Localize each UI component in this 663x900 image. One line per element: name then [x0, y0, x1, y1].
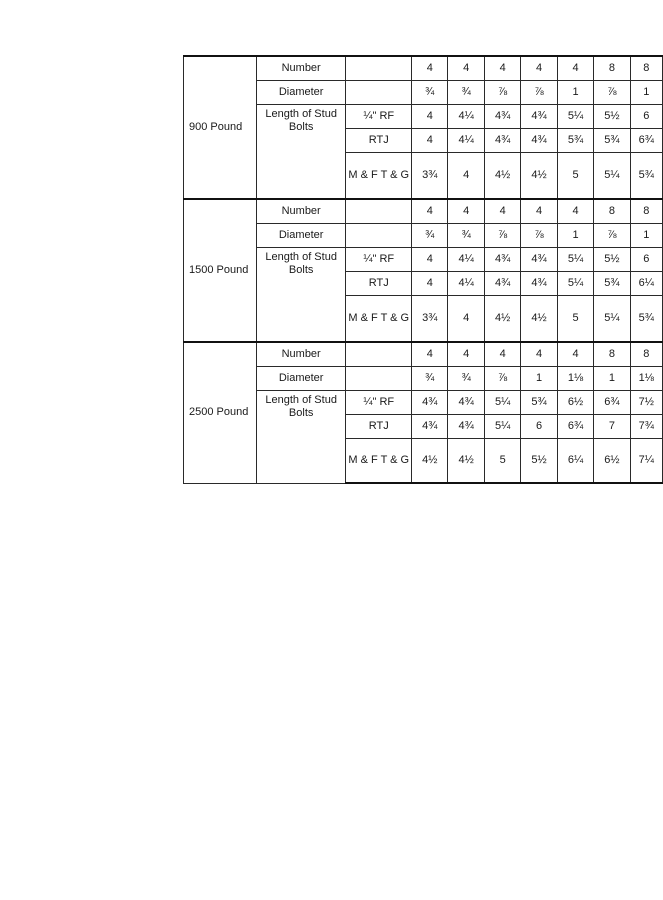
rtj-value-cell: 5¾	[557, 129, 593, 153]
diameter-value-cell: ⅞	[594, 81, 630, 105]
rf-value-cell: 6	[630, 248, 662, 272]
diameter-value-cell: ¾	[448, 367, 484, 391]
number-value-cell: 4	[484, 342, 520, 367]
facing-rf-label: ¼" RF	[346, 105, 412, 129]
diameter-value-cell: ⅞	[521, 224, 557, 248]
number-label: Number	[256, 56, 346, 81]
number-value-cell: 4	[484, 56, 520, 81]
facing-empty-cell	[346, 56, 412, 81]
diameter-value-cell: ⅞	[484, 367, 520, 391]
number-value-cell: 4	[484, 199, 520, 224]
mf-value-cell: 6¼	[557, 439, 593, 484]
mf-value-cell: 5	[484, 439, 520, 484]
facing-mf-tg-label: M & F T & G	[346, 296, 412, 343]
stud-bolt-table	[183, 55, 663, 484]
rtj-value-cell: 5¼	[484, 415, 520, 439]
rf-value-cell: 5½	[594, 248, 630, 272]
rtj-value-cell: 4¾	[521, 272, 557, 296]
rtj-value-cell: 4	[412, 272, 448, 296]
facing-empty-cell	[346, 342, 412, 367]
rtj-value-cell: 5¼	[557, 272, 593, 296]
rtj-value-cell: 4¾	[412, 415, 448, 439]
diameter-value-cell: 1	[557, 81, 593, 105]
pressure-class-group	[184, 342, 663, 483]
number-value-cell: 8	[630, 199, 662, 224]
number-value-cell: 4	[557, 56, 593, 81]
rf-value-cell: 7½	[630, 391, 662, 415]
diameter-value-cell: ⅞	[484, 81, 520, 105]
mf-value-cell: 7¼	[630, 439, 662, 484]
number-value-cell: 4	[448, 342, 484, 367]
diameter-label: Diameter	[256, 224, 346, 248]
rtj-value-cell: 4¾	[448, 415, 484, 439]
mf-value-cell: 4½	[412, 439, 448, 484]
diameter-value-cell: 1	[521, 367, 557, 391]
number-value-cell: 4	[448, 199, 484, 224]
diameter-value-cell: ⅞	[521, 81, 557, 105]
mf-value-cell: 4½	[521, 296, 557, 343]
number-label: Number	[256, 199, 346, 224]
rtj-value-cell: 7¾	[630, 415, 662, 439]
diameter-label: Diameter	[256, 81, 346, 105]
rf-value-cell: 5½	[594, 105, 630, 129]
number-value-cell: 4	[412, 199, 448, 224]
rf-value-cell: 4¾	[521, 248, 557, 272]
diameter-value-cell: 1	[630, 224, 662, 248]
rtj-value-cell: 4¾	[484, 272, 520, 296]
number-value-cell: 4	[521, 56, 557, 81]
pressure-class-group	[184, 56, 663, 199]
mf-value-cell: 5	[557, 296, 593, 343]
rf-value-cell: 4	[412, 105, 448, 129]
facing-rtj-label: RTJ	[346, 129, 412, 153]
number-value-cell: 4	[412, 342, 448, 367]
number-row	[184, 56, 663, 81]
mf-value-cell: 4½	[484, 153, 520, 200]
number-row	[184, 199, 663, 224]
diameter-value-cell: ⅞	[594, 224, 630, 248]
pressure-class-label: 2500 Pound	[184, 342, 257, 483]
mf-value-cell: 6½	[594, 439, 630, 484]
mf-value-cell: 5½	[521, 439, 557, 484]
mf-value-cell: 3¾	[412, 153, 448, 200]
facing-empty-cell	[346, 367, 412, 391]
mf-value-cell: 4	[448, 296, 484, 343]
stud-length-label: Length of Stud Bolts	[256, 105, 346, 200]
facing-rtj-label: RTJ	[346, 272, 412, 296]
number-value-cell: 4	[412, 56, 448, 81]
pressure-class-label: 900 Pound	[184, 56, 257, 199]
facing-mf-tg-label: M & F T & G	[346, 153, 412, 200]
rtj-value-cell: 6¾	[630, 129, 662, 153]
mf-value-cell: 5¼	[594, 153, 630, 200]
rtj-value-cell: 4¼	[448, 272, 484, 296]
diameter-value-cell: ¾	[448, 224, 484, 248]
number-value-cell: 8	[630, 56, 662, 81]
diameter-value-cell: 1	[630, 81, 662, 105]
stud-length-label: Length of Stud Bolts	[256, 391, 346, 484]
rf-value-cell: 5¼	[557, 248, 593, 272]
rf-value-cell: 5¼	[557, 105, 593, 129]
number-value-cell: 8	[594, 56, 630, 81]
rtj-value-cell: 4¼	[448, 129, 484, 153]
rtj-value-cell: 7	[594, 415, 630, 439]
rtj-value-cell: 4¾	[484, 129, 520, 153]
rf-value-cell: 6¾	[594, 391, 630, 415]
pressure-class-label: 1500 Pound	[184, 199, 257, 342]
rtj-value-cell: 6¾	[557, 415, 593, 439]
stud-length-label: Length of Stud Bolts	[256, 248, 346, 343]
rf-value-cell: 4	[412, 248, 448, 272]
rtj-value-cell: 4	[412, 129, 448, 153]
diameter-value-cell: ¾	[412, 81, 448, 105]
rf-value-cell: 4¾	[521, 105, 557, 129]
rf-value-cell: 6½	[557, 391, 593, 415]
rtj-value-cell: 6¼	[630, 272, 662, 296]
diameter-value-cell: 1⅛	[630, 367, 662, 391]
rtj-value-cell: 5¾	[594, 129, 630, 153]
number-value-cell: 8	[630, 342, 662, 367]
number-value-cell: 4	[521, 342, 557, 367]
rf-value-cell: 5¾	[521, 391, 557, 415]
rf-value-cell: 5¼	[484, 391, 520, 415]
rf-value-cell: 4¾	[448, 391, 484, 415]
mf-value-cell: 5	[557, 153, 593, 200]
mf-value-cell: 5¾	[630, 153, 662, 200]
mf-value-cell: 4½	[484, 296, 520, 343]
facing-empty-cell	[346, 81, 412, 105]
number-value-cell: 4	[521, 199, 557, 224]
rtj-value-cell: 5¾	[594, 272, 630, 296]
rf-value-cell: 4¾	[484, 105, 520, 129]
mf-value-cell: 4½	[448, 439, 484, 484]
diameter-value-cell: ⅞	[484, 224, 520, 248]
rf-value-cell: 6	[630, 105, 662, 129]
mf-value-cell: 4½	[521, 153, 557, 200]
number-value-cell: 8	[594, 199, 630, 224]
mf-value-cell: 5¼	[594, 296, 630, 343]
facing-rtj-label: RTJ	[346, 415, 412, 439]
diameter-value-cell: ¾	[448, 81, 484, 105]
mf-value-cell: 3¾	[412, 296, 448, 343]
diameter-label: Diameter	[256, 367, 346, 391]
mf-value-cell: 5¾	[630, 296, 662, 343]
facing-empty-cell	[346, 224, 412, 248]
rf-value-cell: 4¾	[412, 391, 448, 415]
stud-bolt-table-container	[183, 55, 654, 467]
facing-mf-tg-label: M & F T & G	[346, 439, 412, 484]
number-label: Number	[256, 342, 346, 367]
number-value-cell: 4	[448, 56, 484, 81]
facing-empty-cell	[346, 199, 412, 224]
diameter-value-cell: ¾	[412, 367, 448, 391]
facing-rf-label: ¼" RF	[346, 391, 412, 415]
diameter-value-cell: ¾	[412, 224, 448, 248]
diameter-value-cell: 1	[594, 367, 630, 391]
diameter-value-cell: 1⅛	[557, 367, 593, 391]
number-value-cell: 4	[557, 342, 593, 367]
pressure-class-group	[184, 199, 663, 342]
number-value-cell: 8	[594, 342, 630, 367]
rf-value-cell: 4¾	[484, 248, 520, 272]
rtj-value-cell: 6	[521, 415, 557, 439]
number-row	[184, 342, 663, 367]
number-value-cell: 4	[557, 199, 593, 224]
facing-rf-label: ¼" RF	[346, 248, 412, 272]
rtj-value-cell: 4¾	[521, 129, 557, 153]
rf-value-cell: 4¼	[448, 105, 484, 129]
diameter-value-cell: 1	[557, 224, 593, 248]
mf-value-cell: 4	[448, 153, 484, 200]
rf-value-cell: 4¼	[448, 248, 484, 272]
